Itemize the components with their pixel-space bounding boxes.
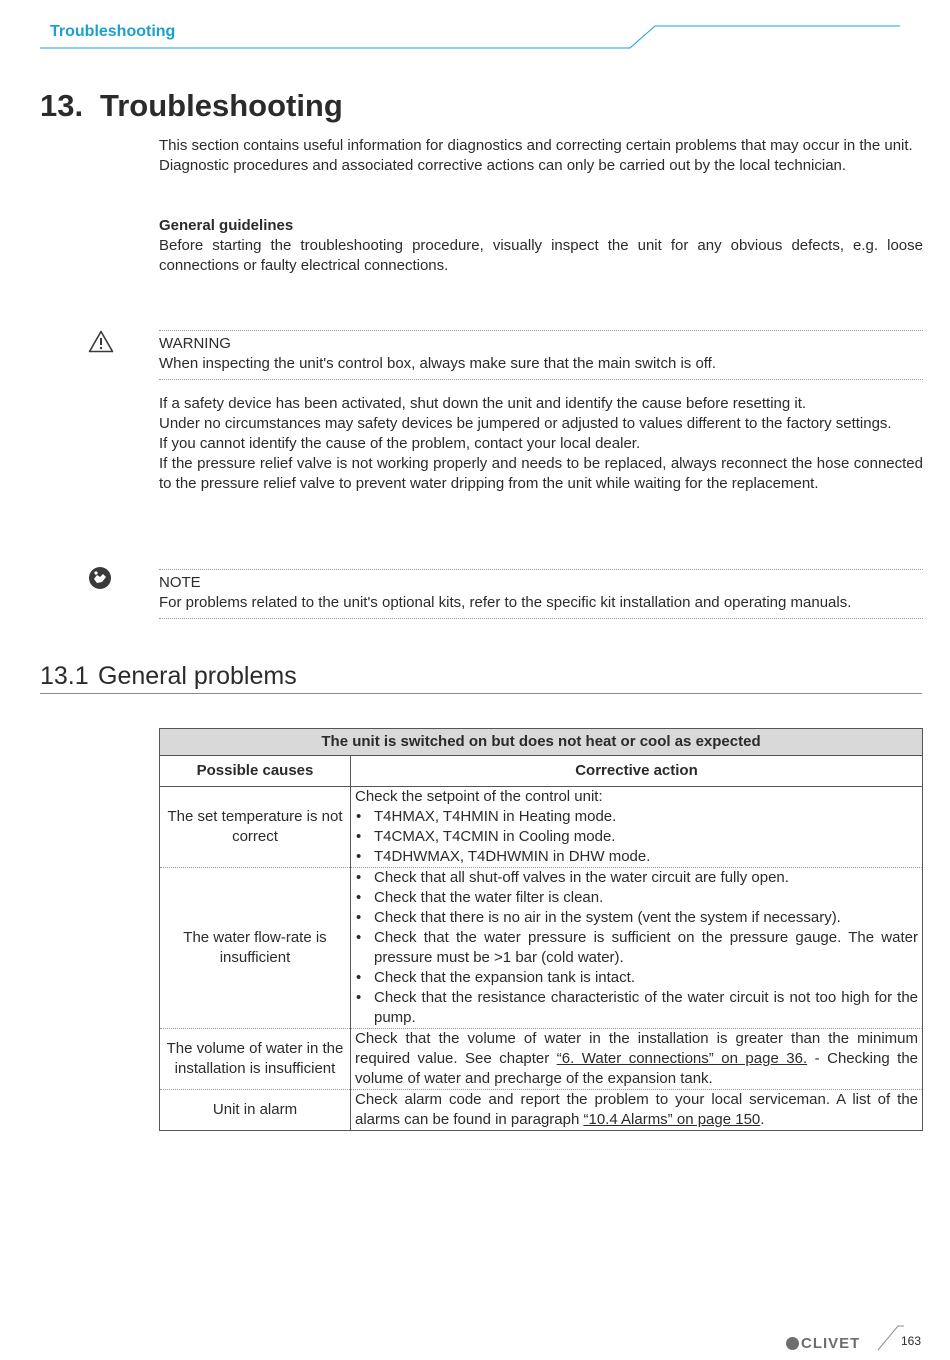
- table-row: [160, 868, 923, 1029]
- table-title-row: [160, 729, 923, 756]
- list-item: • Check that there is no air in the system (vent the system if necessary).: [355, 908, 918, 928]
- table-title: The unit is switched on but does not heat or cool as expected: [160, 729, 923, 756]
- intro-line-1: This section contains useful information for diagnostics and correcting certain problems that may occur in the unit.: [159, 137, 913, 154]
- table-row: [160, 1090, 923, 1131]
- note-text: For problems related to the unit's optional kits, refer to the specific kit installation and operating manuals.: [159, 594, 852, 611]
- guidelines-text: Before starting the troubleshooting procedure, visually inspect the unit for any obvious defects, e.g. loose connections or faulty electrical connections.: [159, 237, 923, 274]
- general-problems-table: [159, 728, 923, 1131]
- page-number: 163: [901, 1334, 922, 1348]
- safety-p3: If you cannot identify the cause of the problem, contact your local dealer.: [159, 435, 641, 452]
- action-text: Check that the volume of water in the installation is greater than the minimum required value. See chapter: [355, 1030, 918, 1067]
- chapter-number: 13.: [40, 88, 84, 123]
- chapter-title: [40, 86, 343, 126]
- cause-cell: The set temperature is not correct: [160, 787, 351, 868]
- list-item: • T4CMAX, T4CMIN in Cooling mode.: [355, 827, 918, 847]
- note-box: [159, 569, 923, 619]
- table-header-row: [160, 756, 923, 787]
- cause-cell: The water flow-rate is insufficient: [160, 868, 351, 1029]
- action-cell: [351, 1090, 923, 1131]
- table-row: [160, 1029, 923, 1090]
- brand-logo: [786, 1334, 860, 1354]
- safety-instructions: [159, 394, 923, 494]
- action-intro: Check the setpoint of the control unit:: [355, 788, 603, 805]
- warning-label: WARNING: [159, 335, 231, 352]
- chapter-title-text: Troubleshooting: [100, 88, 343, 123]
- link-alarms[interactable]: “10.4 Alarms” on page 150: [583, 1111, 761, 1128]
- cause-cell: The volume of water in the installation is insufficient: [160, 1029, 351, 1090]
- safety-p4: If the pressure relief valve is not working properly and needs to be replaced, always reconnect the hose connected to the pressure relief valve to prevent water dripping from the unit while waiting for the replacement.: [159, 455, 923, 492]
- general-guidelines: [159, 216, 923, 276]
- list-item: • T4HMAX, T4HMIN in Heating mode.: [355, 807, 918, 827]
- action-text-tail: .: [760, 1111, 765, 1128]
- section-title: [40, 660, 922, 694]
- action-list: [355, 807, 918, 867]
- warning-triangle-icon: [88, 330, 114, 353]
- list-item: • Check that the resistance characteristic of the water circuit is not too high for the pump.: [355, 988, 918, 1028]
- column-header-causes: Possible causes: [160, 756, 351, 787]
- note-label: NOTE: [159, 574, 201, 591]
- header-rule: [0, 20, 950, 52]
- section-title-text: General problems: [98, 662, 297, 690]
- list-item: • Check that the water pressure is sufficient on the pressure gauge. The water pressure must be >1 bar (cold water).: [355, 928, 918, 968]
- intro-line-2: Diagnostic procedures and associated corrective actions can only be carried out by the local technician.: [159, 157, 847, 174]
- list-item: • Check that the water filter is clean.: [355, 888, 918, 908]
- logo-mark-icon: [786, 1337, 799, 1350]
- table-row: [160, 787, 923, 868]
- guidelines-heading: General guidelines: [159, 217, 294, 234]
- action-cell: [351, 1029, 923, 1090]
- intro-text: [159, 136, 923, 176]
- note-hand-icon: [88, 566, 112, 590]
- action-cell: [351, 787, 923, 868]
- link-water-connections[interactable]: “6. Water connections” on page 36.: [556, 1050, 808, 1067]
- warning-text: When inspecting the unit's control box, always make sure that the main switch is off.: [159, 355, 717, 372]
- action-list: [355, 868, 918, 1028]
- action-text: Check alarm code and report the problem to your local serviceman. A list of the alarms can be found in paragraph: [355, 1091, 918, 1128]
- running-header-title: Troubleshooting: [50, 23, 176, 40]
- list-item: • Check that the expansion tank is intact.: [355, 968, 918, 988]
- cause-cell: Unit in alarm: [160, 1090, 351, 1131]
- action-cell: [351, 868, 923, 1029]
- list-item: • Check that all shut-off valves in the water circuit are fully open.: [355, 868, 918, 888]
- column-header-action: Corrective action: [351, 756, 923, 787]
- safety-p1: If a safety device has been activated, shut down the unit and identify the cause before resetting it.: [159, 395, 807, 412]
- section-number: 13.1: [40, 662, 89, 690]
- footer-slash-decoration: [876, 1322, 904, 1352]
- brand-name: CLIVET: [801, 1335, 861, 1352]
- action-text-tail: - Checking the volume of water and precharge of the expansion tank.: [355, 1050, 919, 1087]
- list-item: • T4DHWMAX, T4DHWMIN in DHW mode.: [355, 847, 918, 867]
- warning-box: [159, 330, 923, 380]
- safety-p2: Under no circumstances may safety devices be jumpered or adjusted to values different to the factory settings.: [159, 415, 892, 432]
